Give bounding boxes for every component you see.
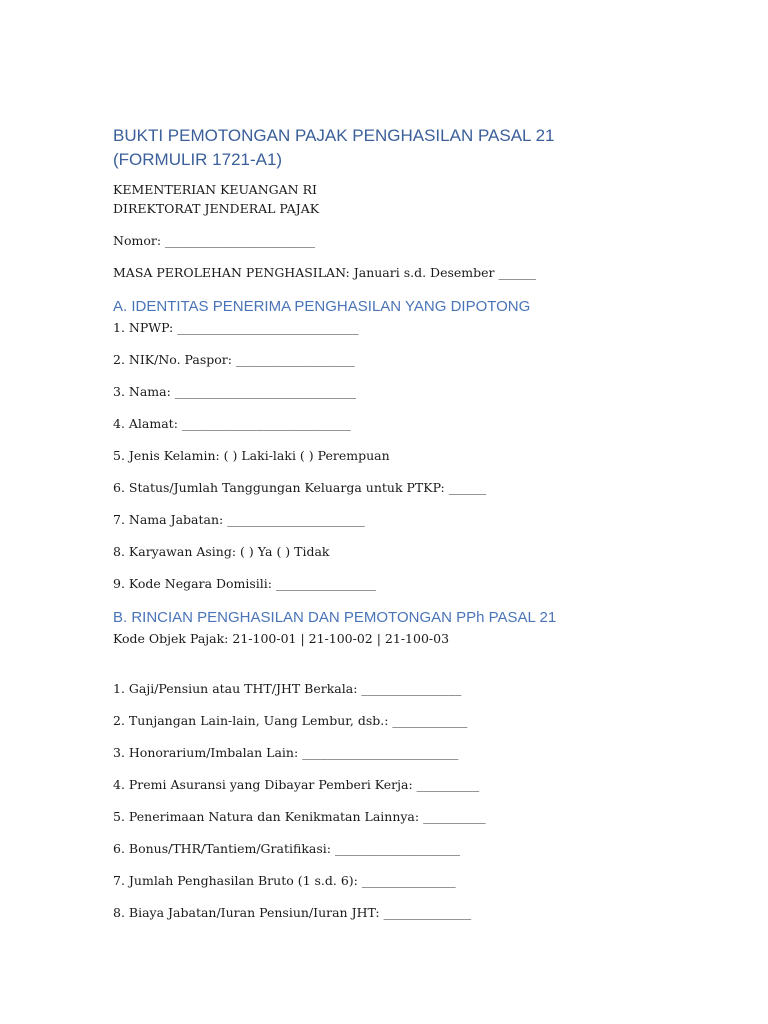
section-b-list [113,680,673,922]
list-item: 6. Bonus/THR/Tantiem/Gratifikasi: ____________________ [113,841,460,856]
section-a-list [113,319,673,593]
nomor-field: Nomor: ________________________ [113,233,316,248]
list-item: 3. Nama: _____________________________ [113,384,357,399]
list-item: 7. Nama Jabatan: ______________________ [113,512,365,527]
kode-objek-pajak: Kode Objek Pajak: 21-100-01 | 21-100-02 | 21-100-03 [113,631,450,646]
list-item: 6. Status/Jumlah Tanggungan Keluarga untuk PTKP: ______ [113,480,487,495]
list-item: 2. NIK/No. Paspor: ___________________ [113,352,355,367]
document-title: BUKTI PEMOTONGAN PAJAK PENGHASILAN PASAL 21 (FORMULIR 1721-A1) [113,126,555,169]
org-directorate: DIREKTORAT JENDERAL PAJAK [113,201,320,216]
section-b-heading: B. RINCIAN PENGHASILAN DAN PEMOTONGAN PPh PASAL 21 [113,609,557,626]
list-item: 9. Kode Negara Domisili: ________________ [113,576,376,591]
list-item: 4. Alamat: ___________________________ [113,416,351,431]
list-item: 4. Premi Asuransi yang Dibayar Pemberi Kerja: __________ [113,777,480,792]
org-ministry: KEMENTERIAN KEUANGAN RI [113,182,317,197]
section-a-heading: A. IDENTITAS PENERIMA PENGHASILAN YANG DIPOTONG [113,298,531,315]
masa-perolehan-field: MASA PEROLEHAN PENGHASILAN: Januari s.d. Desember ______ [113,265,536,280]
list-item: 7. Jumlah Penghasilan Bruto (1 s.d. 6): _______________ [113,873,456,888]
list-item: 8. Biaya Jabatan/Iuran Pensiun/Iuran JHT: ______________ [113,905,472,920]
list-item: 1. Gaji/Pensiun atau THT/JHT Berkala: ________________ [113,681,462,696]
list-item: 1. NPWP: _____________________________ [113,320,359,335]
list-item: 5. Penerimaan Natura dan Kenikmatan Lainnya: __________ [113,809,486,824]
list-item: 3. Honorarium/Imbalan Lain: _________________________ [113,745,459,760]
list-item: 2. Tunjangan Lain-lain, Uang Lembur, dsb.: ____________ [113,713,468,728]
list-item: 8. Karyawan Asing: ( ) Ya ( ) Tidak [113,544,330,559]
document-page [113,124,673,936]
list-item: 5. Jenis Kelamin: ( ) Laki-laki ( ) Perempuan [113,448,390,463]
